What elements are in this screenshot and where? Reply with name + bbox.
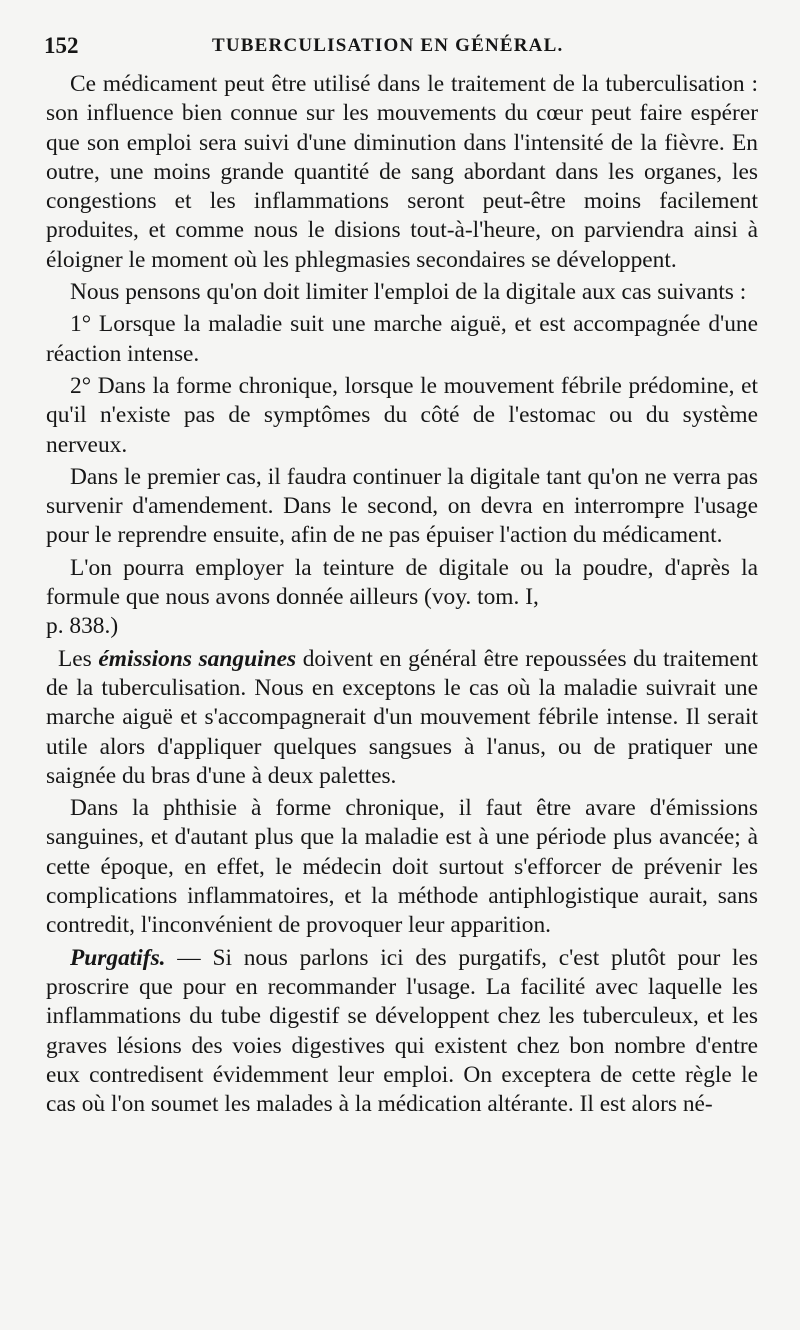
paragraph-digitale-intro: Ce médicament peut être utilisé dans le traitement de la tuberculisation : son influence bien connue sur les mouvements du cœur peut faire espérer que son emploi sera suivi d'une diminution dans l'intensité de la fièvre. En outre, une moins grande quantité de sang abordant dans les organes, les congestions et les inflammations seront peut-être moins facilement produites, et comme nous le disions tout-à-l'heure, on parviendra ainsi à éloigner le moment où les phlegmasies secondaires se développent. [46,71,758,273]
paragraph-case-2: 2° Dans la forme chronique, lorsque le mouvement fébrile prédomine, et qu'il n'existe pas de symptômes du côté de l'estomac ou du système nerveux. [46,372,758,458]
paragraph-teinture-text: L'on pourra employer la teinture de digitale ou la poudre, d'après la formule que nous avons donnée ailleurs (voy. tom. I, [46,554,758,611]
volume-page-reference: p. 838.) [46,613,119,640]
paragraph-emissions-text: doivent en général être repoussées du traitement de la tuberculisation. Nous en exceptons le cas où la maladie suivrait une marche aiguë et s'accompagnerait d'un mouvement fébrile intense. Il serait utile alors d'appliquer quelques sangsues à l'anus, ou de pratiquer une saignée du bras d'une à deux palettes. [46,645,759,789]
page-header [44,33,744,61]
paragraph-premier-cas: Dans le premier cas, il faudra continuer la digitale tant qu'on ne verra pas survenir d'amendement. Dans le second, on devra en interrompre l'usage pour le reprendre ensuite, afin de ne pas épuiser l'action du médicament. [46,463,758,549]
paragraph-emissions-sanguines [46,645,758,791]
term-purgatifs: Purgatifs. [70,944,166,971]
paragraph-purgatifs-text: — Si nous parlons ici des purgatifs, c'est plutôt pour les proscrire que pour en recommander l'usage. La facilité avec laquelle les inflammations du tube digestif se développent chez les tuberculeux, et les graves lésions des voies digestives qui existent chez bon nombre d'entre eux contredisent évidemment leur emploi. On exceptera de cette règle le cas où l'on soumet les malades à la médication altérante. Il est alors né- [46,944,758,1118]
term-emissions-sanguines: émissions sanguines [98,645,297,672]
paragraph-teinture [46,554,758,642]
paragraph-emissions-lead: Les [58,645,99,672]
paragraph-case-1: 1° Lorsque la maladie suit une marche aiguë, et est accompagnée d'une réaction intense. [46,311,758,367]
body-text [46,70,758,1119]
page-number: 152 [44,33,79,58]
paragraph-limiter-emploi: Nous pensons qu'on doit limiter l'emploi de la digitale aux cas suivants : [70,279,747,306]
paragraph-phthisie-chronique: Dans la phthisie à forme chronique, il faut être avare d'émissions sanguines, et d'autant plus que la maladie est à une période plus avancée; à cette époque, en effet, le médecin doit surtout s'efforcer de prévenir les complications inflammatoires, et la méthode antiphlogistique aurait, sans contredit, l'inconvénient de provoquer leur apparition. [46,795,758,939]
running-head: TUBERCULISATION EN GÉNÉRAL. [212,35,564,56]
paragraph-purgatifs [46,944,758,1120]
